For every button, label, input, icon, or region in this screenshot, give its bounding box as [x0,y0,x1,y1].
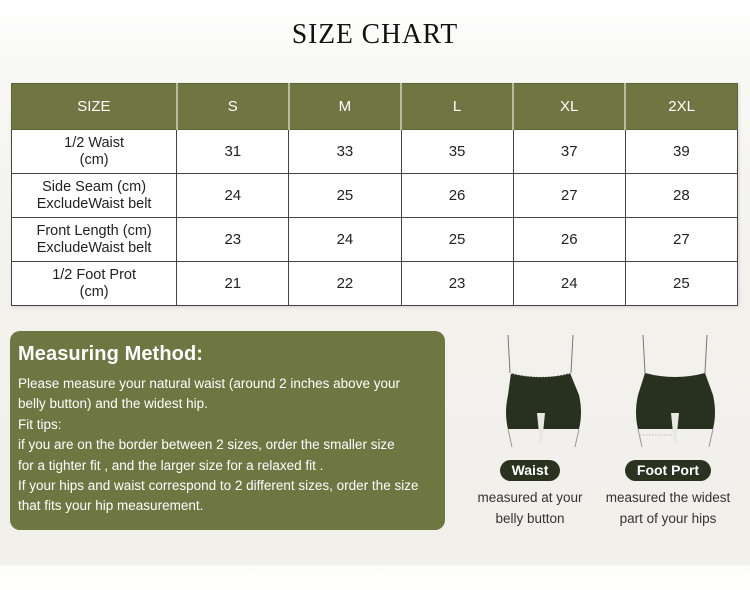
cell-value: 39 [625,130,737,174]
row-label-line2: (cm) [79,151,109,168]
table-header-row [12,84,738,130]
header-size: SIZE [12,84,177,130]
row-label [12,174,177,218]
hip-figure [603,333,733,529]
cell-value: 21 [177,262,289,306]
waist-badge: Waist [500,460,561,481]
caption-line: measured the widest [605,490,731,505]
page-title: SIZE CHART [291,18,459,50]
cell-value: 27 [625,218,737,262]
cell-value: 22 [289,262,401,306]
row-label-line1: Front Length (cm) [36,222,152,239]
cell-value: 25 [289,174,401,218]
row-label [12,218,177,262]
fit-tips-label: Fit tips: [18,416,62,432]
measuring-text-line: that fits your hip measurement. [18,498,204,514]
row-label-line2: ExcludeWaist belt [36,195,152,212]
waist-figure [465,333,595,529]
table-row [12,262,738,306]
header-l: L [401,84,513,130]
table-row [12,218,738,262]
header-xl: XL [513,84,625,130]
cell-value: 25 [625,262,737,306]
caption-line: measured at your [477,490,583,505]
measuring-method-panel [10,331,445,530]
header-s: S [177,84,289,130]
row-label-line2: (cm) [79,283,109,300]
shorts-hip-icon [613,333,723,457]
cell-value: 37 [513,130,625,174]
cell-value: 27 [513,174,625,218]
row-label [12,130,177,174]
row-label [12,262,177,306]
waist-caption [465,488,595,529]
foot-port-badge: Foot Port [625,460,711,481]
caption-line: part of your hips [619,510,717,526]
row-label-line1: 1/2 Waist [64,134,125,151]
cell-value: 28 [625,174,737,218]
cell-value: 24 [289,218,401,262]
measuring-text-line: Please measure your natural waist (around 2 inches above your [18,376,400,391]
header-2xl: 2XL [625,84,737,130]
header-m: M [289,84,401,130]
measuring-text-line: If your hips and waist correspond to 2 different sizes, order the size [18,478,419,494]
measuring-text-line: for a tighter fit , and the larger size for a relaxed fit . [18,457,324,473]
cell-value: 31 [177,130,289,174]
table-row [12,174,738,218]
cell-value: 35 [401,130,513,174]
cell-value: 24 [513,262,625,306]
cell-value: 26 [401,174,513,218]
row-label-line2: ExcludeWaist belt [36,239,152,256]
size-chart-table [11,83,738,306]
cell-value: 25 [401,218,513,262]
measuring-method-title: Measuring Method: [18,343,204,365]
cell-value: 26 [513,218,625,262]
caption-line: belly button [495,510,565,526]
table-row [12,130,738,174]
measuring-text-line: if you are on the border between 2 sizes, order the smaller size [18,437,395,453]
measuring-text-line: belly button) and the widest hip. [18,396,208,412]
cell-value: 23 [177,218,289,262]
cell-value: 23 [401,262,513,306]
cell-value: 24 [177,174,289,218]
row-label-line1: Side Seam (cm) [42,178,147,195]
cell-value: 33 [289,130,401,174]
hip-caption [603,488,733,529]
shorts-waist-icon [475,333,585,457]
row-label-line1: 1/2 Foot Prot [52,266,137,283]
